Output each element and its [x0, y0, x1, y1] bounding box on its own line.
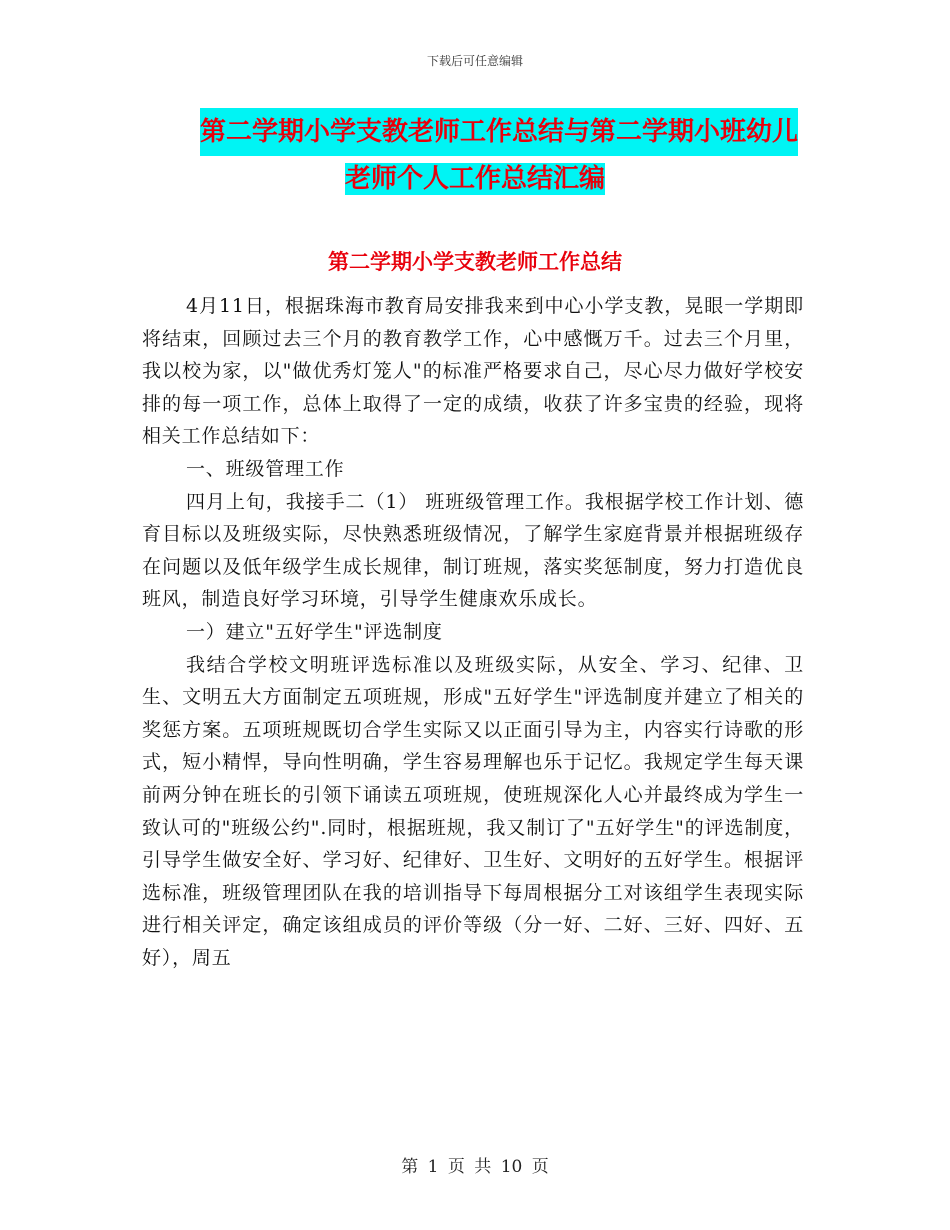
page-number: 第 1 页 共 10 页: [401, 1157, 549, 1177]
document-title-line-1: 第二学期小学支教老师工作总结与第二学期小班幼儿: [200, 108, 798, 156]
heading-class-management: 一、班级管理工作: [186, 457, 345, 480]
section-title: 第二学期小学支教老师工作总结: [328, 250, 622, 274]
page-header-note: 下载后可任意编辑: [426, 54, 523, 68]
document-title-line-2: 老师个人工作总结汇编: [344, 164, 605, 194]
body-paragraph-class-management: 四月上旬，我接手二（1） 班班级管理工作。我根据学校工作计划、德育目标以及班级实际，尽快熟悉班级情况，了解学生家庭背景并根据班级存在问题以及低年级学生成长规律，制订班规，落实奖惩制度，努力打造优良班风，制造良好学习环境，引导学生健康欢乐成长。: [142, 490, 804, 611]
document-title: [0, 108, 950, 202]
document-body: [142, 290, 804, 974]
body-paragraph-five-good-students: 我结合学校文明班评选标准以及班级实际，从安全、学习、纪律、卫生、文明五大方面制定五项班规，形成"五好学生"评选制度并建立了相关的奖惩方案。五项班规既切合学生实际又以正面引导为主，内容实行诗歌的形式，短小精悍，导向性明确，学生容易理解也乐于记忆。我规定学生每天课前两分钟在班长的引领下诵读五项班规，使班规深化人心并最终成为学生一致认可的"班级公约".同时，根据班规，我又制订了"五好学生"的评选制度，引导学生做安全好、学习好、纪律好、卫生好、文明好的五好学生。根据评选标准，班级管理团队在我的培训指导下每周根据分工对该组学生表现实际进行相关评定，确定该组成员的评价等级（分一好、二好、三好、四好、五好），周五: [142, 653, 804, 969]
body-paragraph-intro: 4月11日，根据珠海市教育局安排我来到中心小学支教，晃眼一学期即将结束，回顾过去三个月的教育教学工作，心中感慨万千。过去三个月里，我以校为家，以"做优秀灯笼人"的标准严格要求自己，尽心尽力做好学校安排的每一项工作，总体上取得了一定的成绩，收获了许多宝贵的经验，现将相关工作总结如下：: [142, 295, 804, 448]
subheading-five-good-students: 一）建立"五好学生"评选制度: [186, 620, 443, 643]
